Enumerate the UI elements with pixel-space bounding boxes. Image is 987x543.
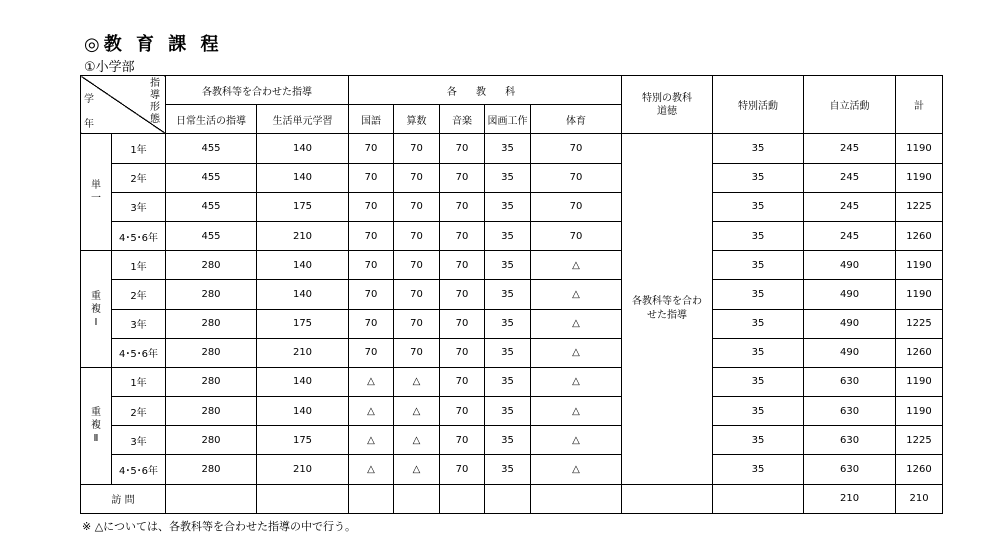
total-hours-cell: 1225 xyxy=(896,192,943,221)
independent-hours-cell: 490 xyxy=(804,280,896,309)
music-hours-cell: 70 xyxy=(440,280,485,309)
arts-hours-cell: 35 xyxy=(485,338,531,367)
japanese-hours-cell: △ xyxy=(349,426,394,455)
music-hours-cell: 70 xyxy=(440,221,485,250)
arts-hours-cell: 35 xyxy=(485,397,531,426)
total-hours-cell: 1190 xyxy=(896,134,943,163)
daily-hours-cell: 280 xyxy=(166,280,257,309)
corner-cell xyxy=(81,76,166,134)
daily-hours-cell: 280 xyxy=(166,309,257,338)
independent-hours-cell: 630 xyxy=(804,426,896,455)
total-hours-cell: 1225 xyxy=(896,426,943,455)
total-hours-cell: 1190 xyxy=(896,280,943,309)
group-label-cell xyxy=(81,134,112,251)
pe-hours-cell: △ xyxy=(531,251,622,280)
independent-hours-cell: 630 xyxy=(804,397,896,426)
japanese-hours-cell: 70 xyxy=(349,163,394,192)
combined-group-header: 各教科等を合わせた指導 xyxy=(166,76,349,105)
math-hours-cell: 70 xyxy=(394,280,440,309)
grade-cell: 2年 xyxy=(112,397,166,426)
music-hours-cell: 70 xyxy=(440,397,485,426)
special-hours-cell: 35 xyxy=(713,309,804,338)
japanese-hours-cell: △ xyxy=(349,367,394,396)
col-header-daily: 日常生活の指導 xyxy=(166,105,257,134)
moral-merged-cell: 各教科等を合わ せた指導 xyxy=(622,134,713,484)
arts-hours-cell: 35 xyxy=(485,426,531,455)
total-hours-cell: 1190 xyxy=(896,163,943,192)
col-header-arts: 図画工作 xyxy=(485,105,531,134)
daily-hours-cell: 280 xyxy=(166,455,257,484)
japanese-hours-cell: △ xyxy=(349,397,394,426)
total-hours-cell: 1260 xyxy=(896,338,943,367)
empty-cell xyxy=(485,484,531,513)
special-hours-cell: 35 xyxy=(713,163,804,192)
independent-hours-cell: 630 xyxy=(804,455,896,484)
japanese-hours-cell: △ xyxy=(349,455,394,484)
visit-total-cell: 210 xyxy=(896,484,943,513)
music-hours-cell: 70 xyxy=(440,192,485,221)
total-hours-cell: 1190 xyxy=(896,367,943,396)
total-hours-cell: 1225 xyxy=(896,309,943,338)
table-row xyxy=(81,280,943,309)
japanese-hours-cell: 70 xyxy=(349,221,394,250)
table-row xyxy=(81,455,943,484)
empty-cell xyxy=(440,484,485,513)
arts-hours-cell: 35 xyxy=(485,280,531,309)
independent-hours-cell: 245 xyxy=(804,163,896,192)
arts-hours-cell: 35 xyxy=(485,251,531,280)
special-hours-cell: 35 xyxy=(713,134,804,163)
independent-hours-cell: 245 xyxy=(804,192,896,221)
curriculum-table xyxy=(80,75,943,514)
pe-hours-cell: △ xyxy=(531,367,622,396)
music-hours-cell: 70 xyxy=(440,251,485,280)
math-hours-cell: 70 xyxy=(394,192,440,221)
special-hours-cell: 35 xyxy=(713,221,804,250)
math-hours-cell: △ xyxy=(394,426,440,455)
unit-hours-cell: 140 xyxy=(257,397,349,426)
group-label-cell xyxy=(81,251,112,368)
header-row-1 xyxy=(81,76,943,105)
grade-cell: 4･5･6年 xyxy=(112,221,166,250)
independent-activity-header: 自立活動 xyxy=(804,76,896,134)
unit-hours-cell: 210 xyxy=(257,338,349,367)
table-row xyxy=(81,426,943,455)
special-hours-cell: 35 xyxy=(713,426,804,455)
footnote: ※ △については、各教科等を合わせた指導の中で行う。 xyxy=(82,520,356,533)
corner-top-label: 学 xyxy=(84,94,94,105)
grade-cell: 3年 xyxy=(112,309,166,338)
daily-hours-cell: 280 xyxy=(166,426,257,455)
unit-hours-cell: 175 xyxy=(257,309,349,338)
grade-cell: 3年 xyxy=(112,192,166,221)
col-header-pe: 体育 xyxy=(531,105,622,134)
pe-hours-cell: △ xyxy=(531,280,622,309)
arts-hours-cell: 35 xyxy=(485,163,531,192)
unit-hours-cell: 175 xyxy=(257,426,349,455)
math-hours-cell: △ xyxy=(394,455,440,484)
corner-bottom-label: 年 xyxy=(84,119,94,131)
japanese-hours-cell: 70 xyxy=(349,251,394,280)
total-hours-cell: 1260 xyxy=(896,455,943,484)
daily-hours-cell: 280 xyxy=(166,251,257,280)
grade-cell: 4･5･6年 xyxy=(112,455,166,484)
special-hours-cell: 35 xyxy=(713,251,804,280)
table-row xyxy=(81,251,943,280)
col-header-unit: 生活単元学習 xyxy=(257,105,349,134)
table-row xyxy=(81,397,943,426)
music-hours-cell: 70 xyxy=(440,309,485,338)
special-hours-cell: 35 xyxy=(713,280,804,309)
table-row xyxy=(81,309,943,338)
visit-special-cell xyxy=(713,484,804,513)
music-hours-cell: 70 xyxy=(440,455,485,484)
col-header-music: 音楽 xyxy=(440,105,485,134)
math-hours-cell: 70 xyxy=(394,338,440,367)
arts-hours-cell: 35 xyxy=(485,192,531,221)
unit-hours-cell: 140 xyxy=(257,367,349,396)
unit-hours-cell: 140 xyxy=(257,134,349,163)
grade-cell: 2年 xyxy=(112,163,166,192)
group-label-cell xyxy=(81,367,112,484)
visit-label: 訪 問 xyxy=(81,484,166,513)
pe-hours-cell: △ xyxy=(531,455,622,484)
pe-hours-cell: 70 xyxy=(531,163,622,192)
music-hours-cell: 70 xyxy=(440,426,485,455)
japanese-hours-cell: 70 xyxy=(349,309,394,338)
pe-hours-cell: 70 xyxy=(531,134,622,163)
empty-cell xyxy=(349,484,394,513)
arts-hours-cell: 35 xyxy=(485,134,531,163)
empty-cell xyxy=(394,484,440,513)
unit-hours-cell: 140 xyxy=(257,280,349,309)
table-row xyxy=(81,367,943,396)
total-hours-cell: 1190 xyxy=(896,397,943,426)
total-hours-cell: 1190 xyxy=(896,251,943,280)
music-hours-cell: 70 xyxy=(440,163,485,192)
col-header-math: 算数 xyxy=(394,105,440,134)
pe-hours-cell: △ xyxy=(531,426,622,455)
special-hours-cell: 35 xyxy=(713,367,804,396)
grade-cell: 1年 xyxy=(112,251,166,280)
group-label: 重複Ⅱ xyxy=(91,407,101,445)
col-header-japanese: 国語 xyxy=(349,105,394,134)
independent-hours-cell: 245 xyxy=(804,221,896,250)
total-hours-cell: 1260 xyxy=(896,221,943,250)
independent-hours-cell: 630 xyxy=(804,367,896,396)
table-row xyxy=(81,338,943,367)
group-label: 単一 xyxy=(91,180,101,205)
special-activity-header: 特別活動 xyxy=(713,76,804,134)
unit-hours-cell: 140 xyxy=(257,251,349,280)
section-subtitle: ①小学部 xyxy=(84,60,135,75)
arts-hours-cell: 35 xyxy=(485,367,531,396)
unit-hours-cell: 210 xyxy=(257,455,349,484)
math-hours-cell: 70 xyxy=(394,309,440,338)
empty-cell xyxy=(166,484,257,513)
independent-hours-cell: 490 xyxy=(804,251,896,280)
special-hours-cell: 35 xyxy=(713,192,804,221)
daily-hours-cell: 455 xyxy=(166,134,257,163)
special-hours-cell: 35 xyxy=(713,338,804,367)
empty-cell xyxy=(622,484,713,513)
group-label: 重複Ⅰ xyxy=(91,290,101,328)
grade-cell: 1年 xyxy=(112,367,166,396)
independent-hours-cell: 245 xyxy=(804,134,896,163)
math-hours-cell: 70 xyxy=(394,163,440,192)
pe-hours-cell: 70 xyxy=(531,221,622,250)
japanese-hours-cell: 70 xyxy=(349,192,394,221)
daily-hours-cell: 455 xyxy=(166,192,257,221)
math-hours-cell: 70 xyxy=(394,221,440,250)
pe-hours-cell: 70 xyxy=(531,192,622,221)
visit-independent-cell: 210 xyxy=(804,484,896,513)
independent-hours-cell: 490 xyxy=(804,338,896,367)
grade-cell: 1年 xyxy=(112,134,166,163)
daily-hours-cell: 455 xyxy=(166,221,257,250)
special-hours-cell: 35 xyxy=(713,455,804,484)
empty-cell xyxy=(257,484,349,513)
table-row xyxy=(81,134,943,163)
page-title: ◎教 育 課 程 xyxy=(84,34,223,55)
unit-hours-cell: 175 xyxy=(257,192,349,221)
math-hours-cell: △ xyxy=(394,397,440,426)
visit-row xyxy=(81,484,943,513)
japanese-hours-cell: 70 xyxy=(349,338,394,367)
grade-cell: 3年 xyxy=(112,426,166,455)
table-row xyxy=(81,163,943,192)
daily-hours-cell: 280 xyxy=(166,397,257,426)
special-hours-cell: 35 xyxy=(713,397,804,426)
daily-hours-cell: 280 xyxy=(166,367,257,396)
daily-hours-cell: 280 xyxy=(166,338,257,367)
math-hours-cell: 70 xyxy=(394,251,440,280)
moral-header: 特別の教科 道徳 xyxy=(622,76,713,134)
grade-cell: 2年 xyxy=(112,280,166,309)
subjects-group-header: 各 教 科 xyxy=(349,76,622,105)
arts-hours-cell: 35 xyxy=(485,221,531,250)
independent-hours-cell: 490 xyxy=(804,309,896,338)
math-hours-cell: 70 xyxy=(394,134,440,163)
daily-hours-cell: 455 xyxy=(166,163,257,192)
unit-hours-cell: 210 xyxy=(257,221,349,250)
math-hours-cell: △ xyxy=(394,367,440,396)
table-row xyxy=(81,221,943,250)
total-header: 計 xyxy=(896,76,943,134)
music-hours-cell: 70 xyxy=(440,338,485,367)
grade-cell: 4･5･6年 xyxy=(112,338,166,367)
japanese-hours-cell: 70 xyxy=(349,280,394,309)
corner-right-label: 指導形態 xyxy=(150,78,160,125)
arts-hours-cell: 35 xyxy=(485,455,531,484)
music-hours-cell: 70 xyxy=(440,134,485,163)
table-row xyxy=(81,192,943,221)
unit-hours-cell: 140 xyxy=(257,163,349,192)
empty-cell xyxy=(531,484,622,513)
music-hours-cell: 70 xyxy=(440,367,485,396)
pe-hours-cell: △ xyxy=(531,309,622,338)
pe-hours-cell: △ xyxy=(531,397,622,426)
pe-hours-cell: △ xyxy=(531,338,622,367)
arts-hours-cell: 35 xyxy=(485,309,531,338)
japanese-hours-cell: 70 xyxy=(349,134,394,163)
